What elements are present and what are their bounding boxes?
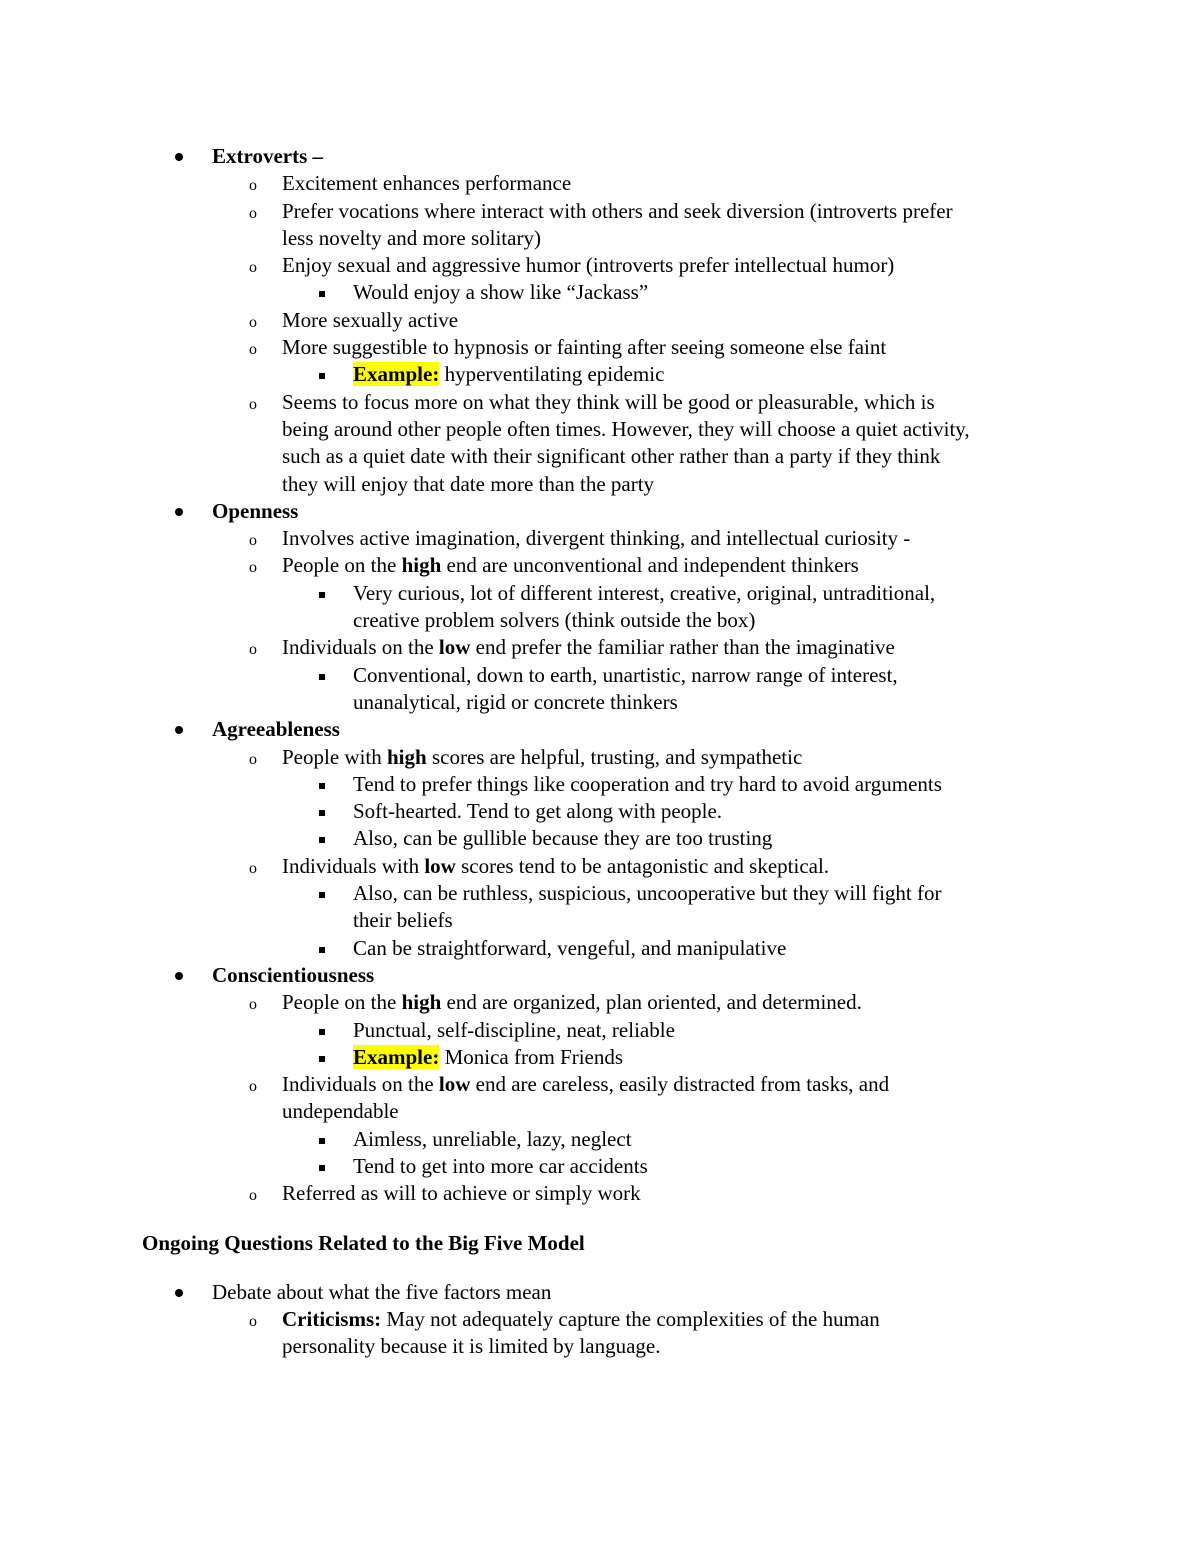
list-item-continuation: such as a quiet date with their significant other rather than a party if they think (282, 444, 941, 469)
square-bullet-icon (319, 291, 325, 297)
square-bullet-icon (319, 1029, 325, 1035)
circle-bullet-icon: o (249, 559, 257, 577)
square-bullet-icon (319, 592, 325, 598)
list-item: Would enjoy a show like “Jackass” (0, 279, 1200, 306)
bullet-icon (175, 972, 183, 980)
section-title: Extroverts – (212, 144, 323, 168)
list-item-continuation: less novelty and more solitary) (282, 225, 541, 250)
list-item: Aimless, unreliable, lazy, neglect (0, 1126, 1200, 1153)
circle-bullet-icon: o (249, 532, 257, 550)
circle-bullet-icon: o (249, 1187, 257, 1205)
list-item-continuation: personality because it is limited by language. (282, 1334, 661, 1359)
list-item: o Prefer vocations where interact with others and seek diversion (introverts prefer (0, 198, 1200, 225)
circle-bullet-icon: o (249, 641, 257, 659)
list-item: Punctual, self-discipline, neat, reliable (0, 1017, 1200, 1044)
square-bullet-icon (319, 373, 325, 379)
list-item: o More sexually active (0, 307, 1200, 334)
list-item: Conventional, down to earth, unartistic, narrow range of interest, (0, 662, 1200, 689)
list-item: Example: Monica from Friends (0, 1044, 1200, 1071)
list-item: o Criticisms: May not adequately capture the complexities of the human (0, 1306, 1200, 1333)
list-item: Debate about what the five factors mean (0, 1279, 1200, 1306)
square-bullet-icon (319, 1165, 325, 1171)
circle-bullet-icon: o (249, 750, 257, 768)
list-item: o Individuals on the low end are careless, easily distracted from tasks, and (0, 1071, 1200, 1098)
list-item-extroverts (0, 143, 1200, 170)
list-item: o Referred as will to achieve or simply work (0, 1180, 1200, 1207)
section-title: Openness (212, 498, 299, 523)
square-bullet-icon (319, 783, 325, 789)
list-item: Can be straightforward, vengeful, and manipulative (0, 935, 1200, 962)
circle-bullet-icon: o (249, 1078, 257, 1096)
square-bullet-icon (319, 1138, 325, 1144)
list-item: o Enjoy sexual and aggressive humor (introverts prefer intellectual humor) (0, 252, 1200, 279)
example-highlight: Example: (353, 1044, 440, 1069)
bullet-icon (175, 1289, 183, 1297)
list-item: Tend to prefer things like cooperation and try hard to avoid arguments (0, 771, 1200, 798)
list-item: o Individuals with low scores tend to be antagonistic and skeptical. (0, 853, 1200, 880)
square-bullet-icon (319, 810, 325, 816)
list-item: o People on the high end are organized, plan oriented, and determined. (0, 989, 1200, 1016)
list-item: o People on the high end are unconventional and independent thinkers (0, 552, 1200, 579)
list-item: Example: hyperventilating epidemic (0, 361, 1200, 388)
circle-bullet-icon: o (249, 177, 257, 195)
list-item-continuation: they will enjoy that date more than the party (282, 471, 655, 496)
list-item: Very curious, lot of different interest, creative, original, untraditional, (0, 580, 1200, 607)
list-item-continuation: unanalytical, rigid or concrete thinkers (353, 689, 678, 714)
section-heading: Ongoing Questions Related to the Big Five Model (142, 1230, 585, 1255)
list-item-continuation: creative problem solvers (think outside the box) (353, 608, 756, 633)
list-item: o Involves active imagination, divergent thinking, and intellectual curiosity - (0, 525, 1200, 552)
bullet-icon (175, 726, 183, 734)
bullet-icon (175, 153, 183, 161)
list-item-agreeableness (0, 716, 1200, 743)
circle-bullet-icon: o (249, 395, 257, 413)
square-bullet-icon (319, 837, 325, 843)
square-bullet-icon (319, 892, 325, 898)
bullet-icon (175, 508, 183, 516)
circle-bullet-icon: o (249, 859, 257, 877)
list-item-continuation: being around other people often times. However, they will choose a quiet activity, (282, 416, 970, 441)
list-item: Also, can be ruthless, suspicious, uncooperative but they will fight for (0, 880, 1200, 907)
list-item: Soft-hearted. Tend to get along with people. (0, 798, 1200, 825)
list-item-conscientiousness (0, 962, 1200, 989)
circle-bullet-icon: o (249, 996, 257, 1014)
square-bullet-icon (319, 1056, 325, 1062)
circle-bullet-icon: o (249, 341, 257, 359)
square-bullet-icon (319, 674, 325, 680)
circle-bullet-icon: o (249, 313, 257, 331)
circle-bullet-icon: o (249, 204, 257, 222)
list-item: Tend to get into more car accidents (0, 1153, 1200, 1180)
list-item: o Individuals on the low end prefer the familiar rather than the imaginative (0, 634, 1200, 661)
square-bullet-icon (319, 947, 325, 953)
list-item: o People with high scores are helpful, trusting, and sympathetic (0, 744, 1200, 771)
list-item: o More suggestible to hypnosis or fainting after seeing someone else faint (0, 334, 1200, 361)
section-title: Agreeableness (212, 717, 340, 742)
document-content (0, 143, 1200, 1361)
section-title: Conscientiousness (212, 962, 375, 987)
list-item-continuation: undependable (282, 1099, 399, 1124)
list-item-openness (0, 498, 1200, 525)
list-item-continuation: their beliefs (353, 908, 453, 933)
circle-bullet-icon: o (249, 259, 257, 277)
circle-bullet-icon: o (249, 1313, 257, 1331)
example-highlight: Example: (353, 362, 440, 387)
list-item: o Excitement enhances performance (0, 170, 1200, 197)
list-item: Also, can be gullible because they are too trusting (0, 825, 1200, 852)
list-item: o Seems to focus more on what they think will be good or pleasurable, which is (0, 389, 1200, 416)
